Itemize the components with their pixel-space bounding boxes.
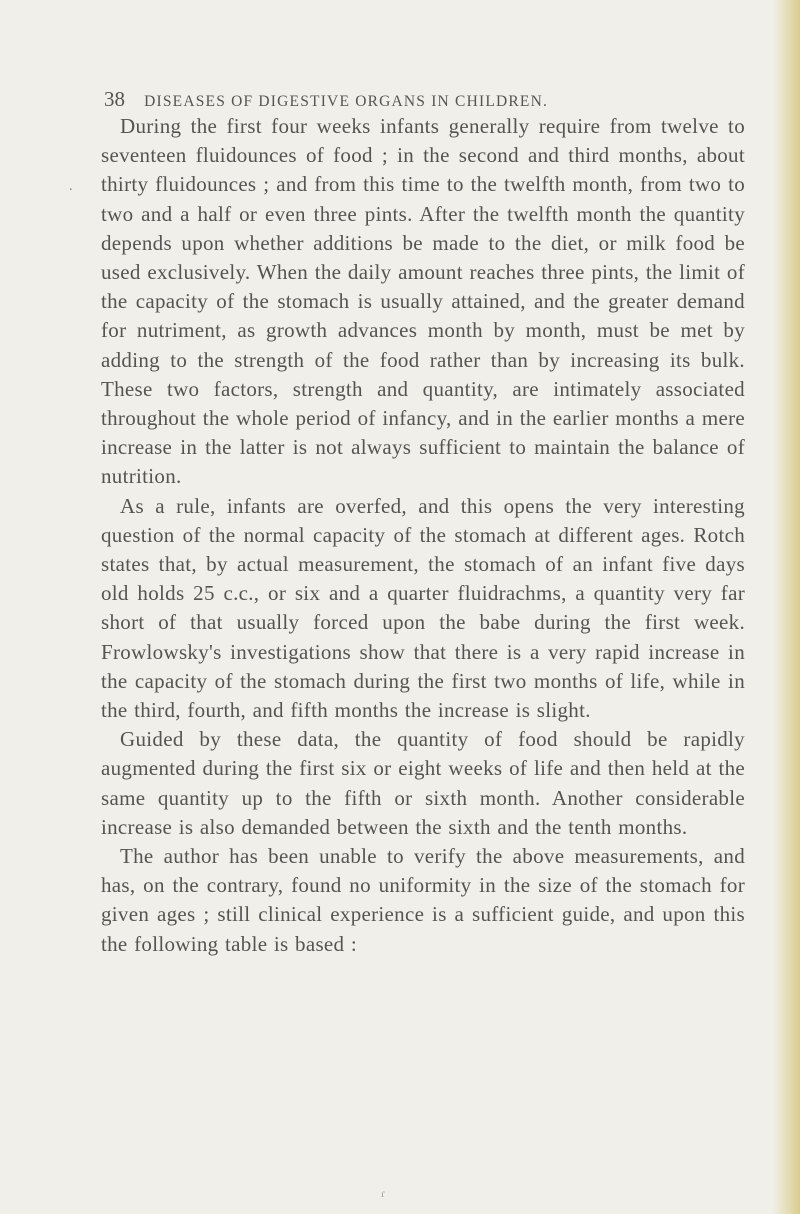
running-title: DISEASES OF DIGESTIVE ORGANS IN CHILDREN. (144, 93, 549, 110)
margin-dot: . (69, 179, 73, 194)
paragraph-author-measurements: The author has been unable to verify the above measurements, and has, on the contrary, found no uniformity in the size of the stomach for given ages ; still clinical experience is a sufficient guide, and upon this the following table is based : (101, 844, 745, 956)
paragraph-guided-by-data: Guided by these data, the quantity of food should be rapidly augmented during the first six or eight weeks of life and then held at the same quantity up to the fifth or sixth month. Another considerable increase is also demanded between the sixth and the tenth months. (101, 727, 745, 839)
running-head (104, 89, 744, 112)
bottom-page-mark: ɾ (381, 1186, 385, 1200)
paragraph-food-quantity: During the first four weeks infants generally require from twelve to seventeen fluidounces of food ; in the second and third months, about thirty fluidounces ; and from this time to the twelfth month, from two to two and a half or even three pints. After the twelfth month the quantity depends upon whether additions be made to the diet, or milk food be used exclusively. When the daily amount reaches three pints, the limit of the capacity of the stomach is usually attained, and the greater demand for nutriment, as growth advances month by month, must be met by adding to the strength of the food rather than by increasing its bulk. These two factors, strength and quantity, are intimately associated throughout the whole period of infancy, and in the earlier months a mere increase in the latter is not always sufficient to maintain the balance of nutrition. (101, 114, 745, 489)
page-binding-shadow (772, 0, 800, 1214)
page-number: 38 (104, 87, 125, 111)
paragraph-stomach-capacity: As a rule, infants are overfed, and this opens the very interesting question of the normal capacity of the stomach at different ages. Rotch states that, by actual measurement, the stomach of an infant five days old holds 25 c.c., or six and a quarter fluidrachms, a quantity very far short of that usually forced upon the babe during the first week. Frowlowsky's investigations show that there is a very rapid increase in the capacity of the stomach during the first two months of life, while in the third, fourth, and fifth months the increase is slight. (101, 493, 745, 723)
body-text (101, 112, 745, 959)
